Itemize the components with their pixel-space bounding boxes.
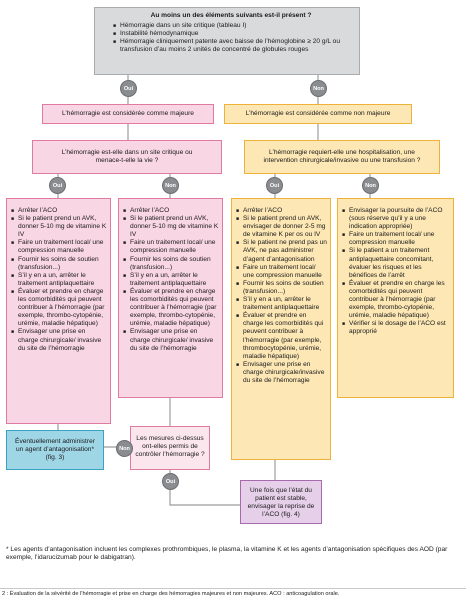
action-item: ■ Envisager une prise en charge chirurgicale/invasive du site de l’hémorragie <box>236 361 327 385</box>
badge-no: Non <box>362 177 379 194</box>
action-item: ■ Évaluer et prendre en charge les comorbidités qui peuvent contribuer à l’hémorragie (par exemple, thrombo-cytopénie, urémie, maladie hépatique) <box>342 280 450 320</box>
action-item: ■ Si le patient ne prend pas un AVK, ne pas administrer d’agent d’antagonisation <box>236 239 327 263</box>
badge-yes: Oui <box>266 177 283 194</box>
criterion-hemoglobin-drop: ■ Hémorragie cliniquement patente avec baisse de l’hémoglobine ≥ 20 g/L ou transfusion d’au moins 2 unités de concentré de globules rouges <box>113 38 349 54</box>
initial-assessment-box <box>94 7 360 75</box>
figure-caption: 2 : Évaluation de la sévérité de l’hémorragie et prise en charge des hémorragies majeures et non majeures. ACO : anticoagulation orale. <box>2 591 340 597</box>
criterion-critical-site: ■ Hémorragie dans un site critique (tableau I) <box>113 22 349 30</box>
caption-divider <box>0 588 466 589</box>
action-item: ■ S’il y en a un, arrêter le traitement antiplaquettaire <box>236 296 327 312</box>
badge-yes: Oui <box>162 473 179 490</box>
critical-site-question: L’hémorragie est-elle dans un site critique ou menace-t-elle la vie ? <box>32 140 222 174</box>
action-item: ■ Évaluer et prendre en charge les comorbidités qui peuvent contribuer à l’hémorragie (par exemple, thrombo-cytopénie, urémie, maladie hépatique) <box>123 288 219 328</box>
major-critical-actions <box>6 198 111 424</box>
action-item: ■ Faire un traitement local/ une compression manuelle <box>123 239 219 255</box>
action-item: ■ Vérifier si le dosage de l’ACO est approprié <box>342 320 450 336</box>
action-item: ■ Faire un traitement local/ une compression manuelle <box>236 264 327 280</box>
action-item: ■ Envisager la poursuite de l’ACO (sous réserve qu’il y a une indication appropriée) <box>342 207 450 231</box>
resume-anticoagulation-box: Une fois que l’état du patient est stable, envisager la reprise de l’ACO (fig. 4) <box>240 480 322 524</box>
action-item: ■ Faire un traitement local/ une compression manuelle <box>11 239 107 255</box>
major-noncritical-actions <box>118 198 223 398</box>
action-item: ■ Fournir les soins de soutien (transfusion...) <box>11 256 107 272</box>
action-item: ■ Si le patient prend un AVK, donner 5-10 mg de vitamine K IV <box>123 215 219 239</box>
action-item: ■ Envisager une prise en charge chirurgicale/ invasive du site de l’hémorragie <box>11 328 107 352</box>
control-question: Les mesures ci-dessus ont-elles permis de contrôler l’hémorragie ? <box>130 426 210 470</box>
action-item: ■ Évaluer et prendre en charge les comorbidités qui peuvent contribuer à l’hémorragie (par exemple, thrombocytopénie, urémie, maladie hépatique) <box>236 312 327 361</box>
footnote: * Les agents d’antagonisation incluent les complexes prothrombiques, le plasma, la vitamine K et les agents d’antagonisation spécifiques des AOD (par exemple, l’idarucizumab pour le dabigatran). <box>6 546 448 562</box>
criterion-hemodynamic-instability: ■ Instabilité hémodynamique <box>113 30 349 38</box>
action-item: ■ S’il y en a un, arrêter le traitement antiplaquettaire <box>123 272 219 288</box>
badge-no: Non <box>310 80 327 97</box>
action-item: ■ Si le patient prend un AVK, donner 5-10 mg de vitamine K IV <box>11 215 107 239</box>
major-bleeding-box: L’hémorragie est considérée comme majeure <box>42 104 214 124</box>
badge-yes: Oui <box>120 80 137 97</box>
badge-no: Non <box>116 440 133 457</box>
nonmajor-bleeding-box: L’hémorragie est considérée comme non majeure <box>224 104 412 124</box>
action-item: ■ Arrêter l’ACO <box>236 207 327 215</box>
badge-yes: Oui <box>49 177 66 194</box>
hospitalisation-question: L’hémorragie requiert-elle une hospitalisation, une intervention chirurgicale/invasive ou une transfusion ? <box>244 140 440 174</box>
action-item: ■ S’il y en a un, arrêter le traitement antiplaquettaire <box>11 272 107 288</box>
action-item: ■ Envisager une prise en charge chirurgicale/ invasive du site de l’hémorragie <box>123 328 219 352</box>
nonmajor-outpatient-actions <box>337 198 454 398</box>
action-item: ■ Fournir les soins de soutien (transfusion...) <box>123 256 219 272</box>
action-item: ■ Évaluer et prendre en charge les comorbidités qui peuvent contribuer à l’hémorragie (par exemple, thrombo-cytopénie, urémie, maladie hépatique) <box>11 288 107 328</box>
badge-no: Non <box>162 177 179 194</box>
action-item: ■ Arrêter l’ACO <box>11 207 107 215</box>
action-item: ■ Fournir les soins de soutien (transfusion...) <box>236 280 327 296</box>
initial-question: Au moins un des éléments suivants est-il présent ? <box>150 12 312 19</box>
action-item: ■ Faire un traitement local/ une compression manuelle <box>342 231 450 247</box>
action-item: ■ Si le patient a un traitement antiplaquettaire concomitant, évaluer les risques et les bénéfices de l’arrêt <box>342 247 450 279</box>
action-item: ■ Arrêter l’ACO <box>123 207 219 215</box>
nonmajor-hospital-actions <box>231 198 331 460</box>
action-item: ■ Si le patient prend un AVK, envisager de donner 2-5 mg de vitamine K per os ou IV <box>236 215 327 239</box>
antagonisation-box: Éventuellement administrer un agent d’antagonisation* (fig. 3) <box>6 430 104 470</box>
